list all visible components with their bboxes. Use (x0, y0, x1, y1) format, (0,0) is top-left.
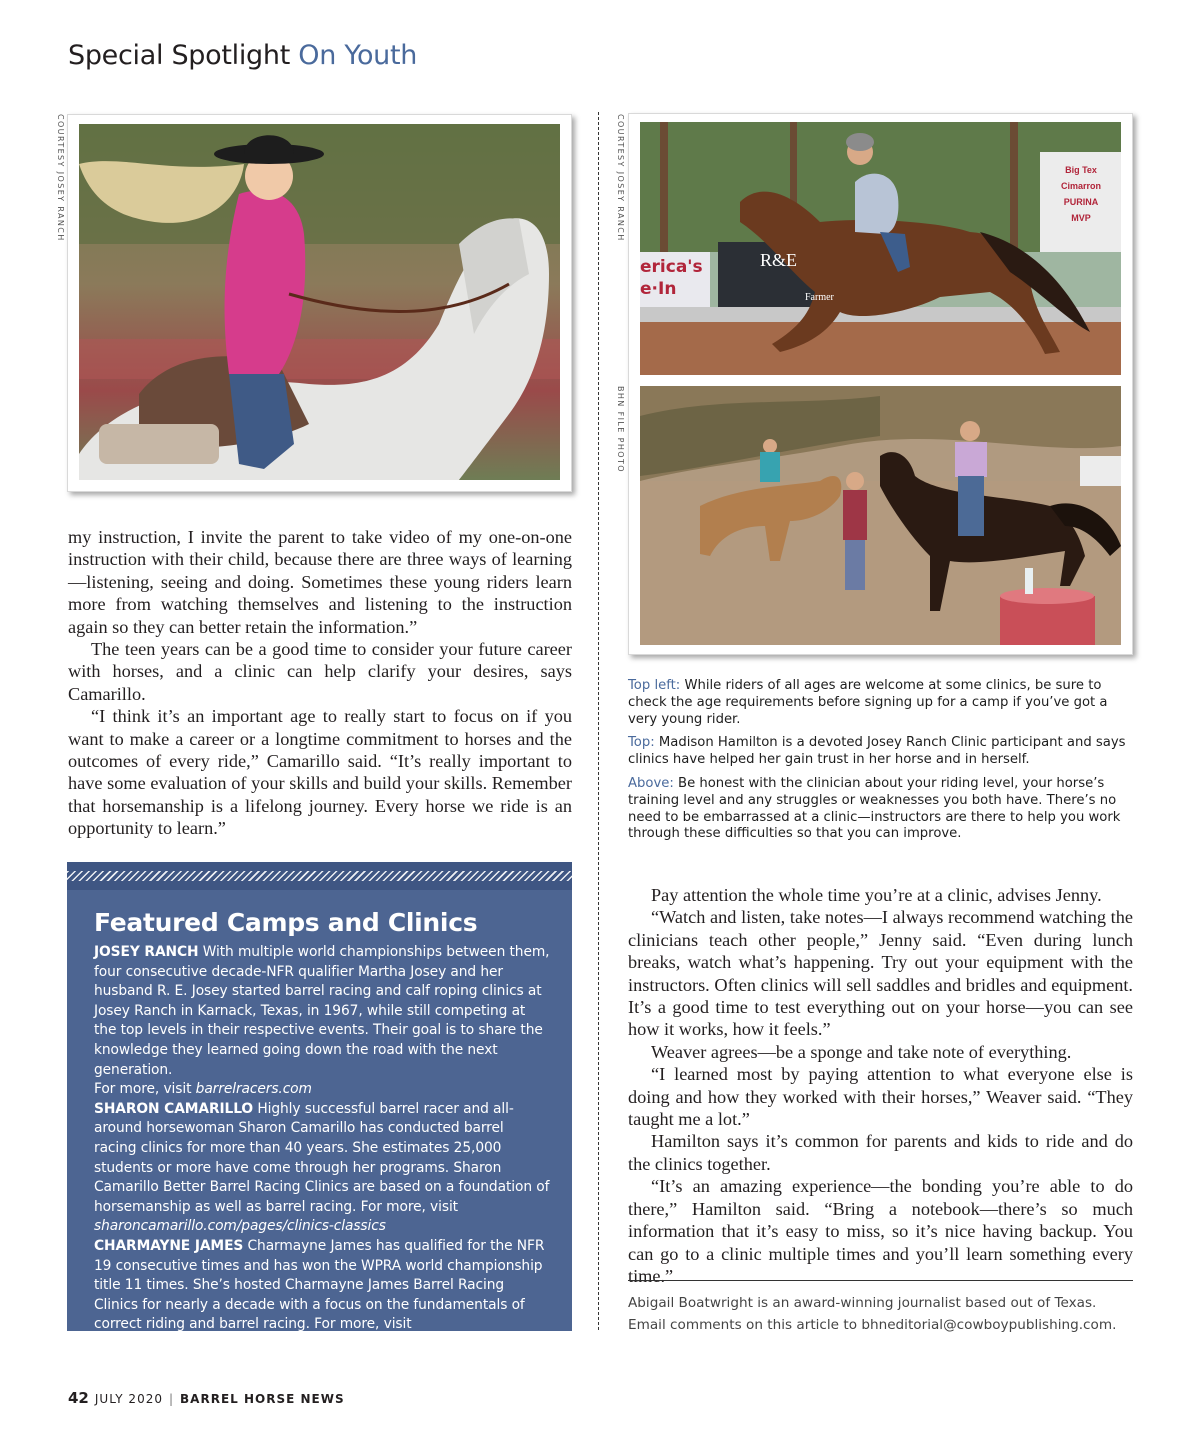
right-paragraph-4: “I learned most by paying attention to what everyone else is doing and how they worked with their horses,” Weaver said. “They taught me a lot.” (628, 1064, 1133, 1130)
entry-name: CHARMAYNE JAMES (94, 1237, 244, 1254)
photo-credit-top-right: COURTESY JOSEY RANCH (616, 114, 625, 242)
entry-link[interactable]: sharoncamarillo.com/pages/clinics-classics (94, 1218, 386, 1235)
folio-separator: | (168, 1392, 175, 1406)
section-header (68, 40, 417, 71)
right-paragraph-5: Hamilton says it’s common for parents and kids to ride and do the clinics together. (628, 1131, 1133, 1174)
page-folio (68, 1389, 345, 1407)
sign-text-b: Cimarron (1060, 181, 1101, 191)
entry-text: Charmayne James has qualified for the NFR 19 consecutive times and has won the WPRA world championship title 11 times. She’s hosted Charmayne James Barrel Racing Clinics for nearly a decade with a focus on the fundamentals of correct riding and barrel racing. (94, 1237, 545, 1333)
photo-captions (628, 678, 1133, 850)
page-number: 42 (68, 1389, 89, 1407)
column-divider (598, 112, 599, 1330)
caption-label: Top left: (628, 678, 681, 693)
right-paragraph-6: “It’s an amazing experience—the bonding you’re able to do there,” Hamilton said. “Bring a notebook—there’s so much information that it’s easy to miss, so it’s nice having backup. You can go to a clinic multiple times and you’ll learn something every time.” (628, 1176, 1133, 1286)
entry-name: JOSEY RANCH (94, 944, 199, 960)
caption-label: Above: (628, 775, 674, 791)
photo-clinic-arena (640, 386, 1121, 645)
entry-more: For more, visit (314, 1316, 412, 1333)
right-paragraph-3: Weaver agrees—be a sponge and take note of everything. (651, 1041, 1072, 1062)
sign-text-d: MVP (1071, 213, 1091, 223)
featured-camps-sidebar (67, 862, 572, 1352)
caption-text: Be honest with the clinician about your riding level, your horse’s training level and any struggles or weaknesses you both have. There’s no need to be embarrassed at a clinic—instructors are there to help you work through these difficulties so that you can improve. (628, 775, 1121, 842)
sidebar-entry (94, 943, 550, 1100)
bio-rule (628, 1280, 1133, 1281)
sidebar-zigzag-border (67, 862, 572, 890)
entry-text: Highly successful barrel racer and all-around horsewoman Sharon Camarillo has conducted barrel racing clinics for more than 40 years. She estimates 25,000 students or more have come through her programs. Sharon Camarillo Better Barrel Racing Clinics are based on a foundation of horsemanship as well as barrel racing. (94, 1100, 550, 1215)
photo-credit-bottom-right: BHN FILE PHOTO (616, 386, 625, 473)
caption-top-left (628, 678, 1133, 728)
magazine-name: BARREL HORSE NEWS (180, 1392, 345, 1406)
left-paragraph-2: The teen years can be a good time to consider your future career with horses, and a clinic can help clarify your desires, says Camarillo. (68, 639, 572, 704)
right-paragraph-2: “Watch and listen, take notes—I always recommend watching the clinicians teach other people,” Jenny said. “Even during lunch breaks, watch what’s happening. Try out your equipment with the instructors. Often clinics will sell saddles and bridles and equipment. It’s a good time to test everything out on your horse—you can see how it works, how it feels.” (628, 907, 1133, 1040)
arena-sign-panel (1042, 162, 1120, 226)
sidebar-entry (94, 1237, 550, 1355)
entry-name: SHARON CAMARILLO (94, 1100, 254, 1117)
left-column-text (68, 526, 572, 840)
section-subtitle: On Youth (298, 40, 418, 71)
banner-text-c: R&E (760, 250, 798, 270)
section-title: Special Spotlight (68, 40, 290, 71)
entry-more: For more, visit (360, 1198, 458, 1215)
entry-link[interactable]: charmaynejames.com/clinics.htm (94, 1335, 324, 1352)
left-paragraph-3: “I think it’s an important age to really start to focus on if you want to make a career or a longtime commitment to horses and the outcomes of every ride,” Camarillo said. “It’s really important to have some evaluation of your skills and build your skills. Remember that horsemanship is a lifelong journey. Every horse we ride is an opportunity to learn.” (68, 706, 572, 839)
caption-top (628, 735, 1133, 769)
caption-text: Madison Hamilton is a devoted Josey Ranch Clinic participant and says clinics have helped her gain trust in her horse and in herself. (628, 735, 1126, 768)
entry-more: For more, visit (94, 1081, 196, 1098)
entry-link[interactable]: barrelracers.com (195, 1081, 312, 1098)
issue-date: JULY 2020 (94, 1392, 163, 1406)
photo-girl-on-horse (79, 124, 560, 480)
sign-text-c: PURINA (1063, 197, 1099, 207)
photo-credit-left: COURTESY JOSEY RANCH (56, 114, 65, 242)
banner-text-b: e·In (640, 279, 677, 299)
right-column-text (628, 884, 1133, 1287)
photo-boy-on-running-horse (640, 122, 1121, 375)
left-paragraph-1: my instruction, I invite the parent to take video of my one-on-one instruction with their child, because there are three ways of learning—listening, seeing and doing. Sometimes these young riders learn more from watching themselves and listening to the instruction again so they can better retain the information.” (68, 527, 572, 637)
banner-text-d: Farmer (805, 292, 834, 303)
caption-text: While riders of all ages are welcome at some clinics, be sure to check the age requirements before signing up for a camp if you’ve got a very young rider. (628, 678, 1108, 727)
sidebar-entry (94, 1100, 550, 1237)
caption-label: Top: (628, 735, 655, 751)
photo-sign-banners (640, 256, 703, 300)
right-paragraph-1: Pay attention the whole time you’re at a clinic, advises Jenny. (651, 885, 1102, 905)
sign-text-a: Big Tex (1065, 165, 1097, 175)
author-bio: Abigail Boatwright is an award-winning journalist based out of Texas. Email comments on this article to bhneditorial@cowboypublishing.com. (628, 1295, 1117, 1333)
caption-above (628, 776, 1133, 843)
entry-text: With multiple world championships between them, four consecutive decade-NFR qualifier Martha Josey and her husband R. E. Josey started barrel racing and calf roping clinics at Josey Ranch in Karnack, Texas, in 1967, while still competing at the top levels in their respective events. Their goal is to share the knowledge they learned going down the road with the next generation. (94, 944, 550, 1078)
sidebar-title: Featured Camps and Clinics (94, 908, 478, 937)
banner-text-a: erica's (640, 257, 703, 277)
